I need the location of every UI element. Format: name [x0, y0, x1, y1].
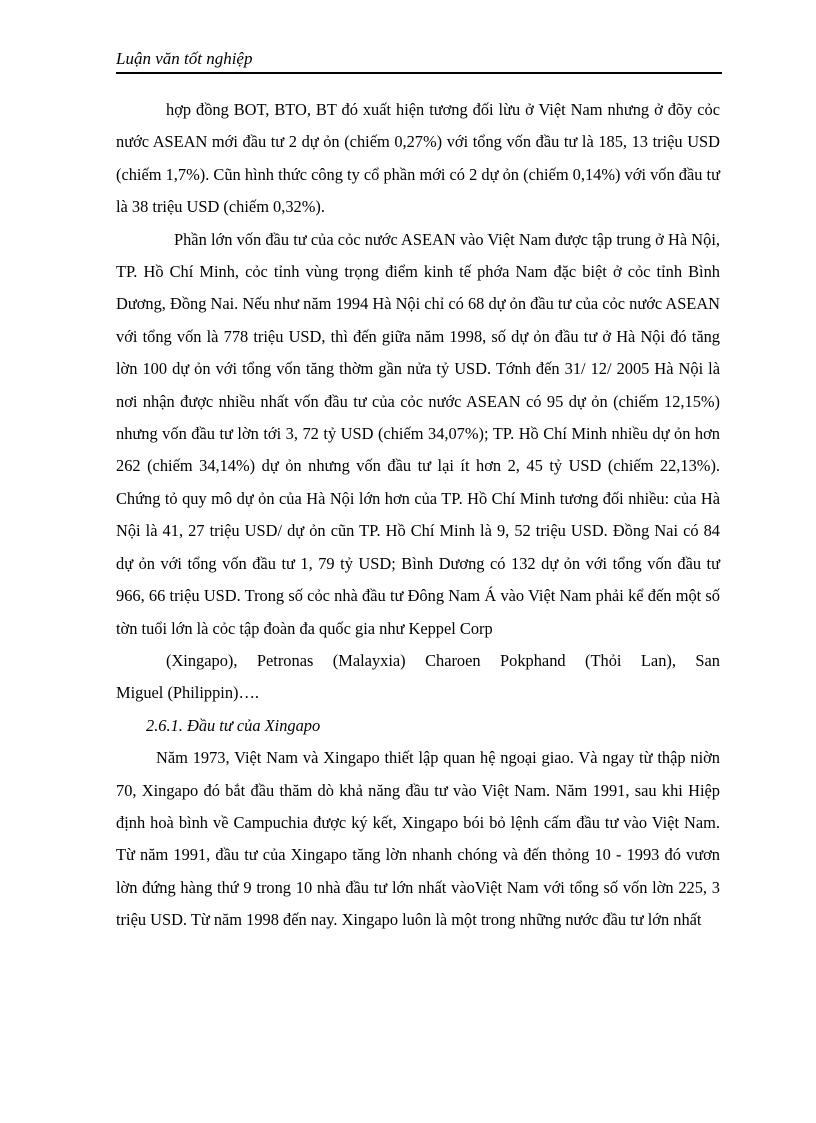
section-heading: 2.6.1. Đầu tư của Xingapo	[146, 715, 321, 735]
investor-names-line: Miguel (Philippin)….	[116, 683, 259, 703]
running-header: Luận văn tốt nghiệp	[116, 48, 722, 74]
paragraph-investment-forms: hợp đồng BOT, BTO, BT đó xuất hiện tương đối lừu ở Việt Nam nhưng ở đõy cỏc nước ASEAN mới đầu tư 2 dự ỏn (chiếm 0,27%) với tổng vốn đầu tư là 185, 13 triệu USD (chiếm 1,7%). Cũn hình thức công ty cổ phần mới có 2 dự ỏn (chiếm 0,14%) với vốn đầu tư là 38 triệu USD (chiếm 0,32%).	[116, 100, 720, 217]
document-body	[116, 94, 720, 937]
paragraph-investment-locations: Phần lớn vốn đầu tư của cỏc nước ASEAN vào Việt Nam được tập trung ở Hà Nội, TP. Hồ Chí Minh, cỏc tỉnh vùng trọng điểm kinh tế phớa Nam đặc biệt ở cỏc tỉnh Bình Dương, Đồng Nai. Nếu như năm 1994 Hà Nội chỉ có 68 dự ỏn đầu tư của cỏc nước ASEAN với tổng vốn là 778 triệu USD, thì đến giữa năm 1998, số dự ỏn đầu tư ở Hà Nội đó tăng lờn 100 dự ỏn với tổng vốn tăng thờm gần nửa tỷ USD. Tớnh đến 31/ 12/ 2005 Hà Nội là nơi nhận được nhiều nhất vốn đầu tư của cỏc nước ASEAN có 95 dự ỏn (chiếm 12,15%) nhưng vốn đầu tư lờn tới 3, 72 tỷ USD (chiếm 34,07%); TP. Hồ Chí Minh nhiều dự ỏn hơn 262 (chiếm 34,14%) dự ỏn nhưng vốn đầu tư lại ít hơn 2, 45 tỷ USD (chiếm 22,13%). Chứng tỏ quy mô dự ỏn của Hà Nội lớn hơn của TP. Hồ Chí Minh tương đối nhiều: của Hà Nội là 41, 27 triệu USD/ dự ỏn cũn TP. Hồ Chí Minh là 9, 52 triệu USD. Đồng Nai có 84 dự ỏn với tổng vốn đầu tư 1, 79 tỷ USD; Bình Dương có 132 dự ỏn với tổng vốn đầu tư 966, 66 triệu USD. Trong số cỏc nhà đầu tư Đông Nam Á vào Việt Nam phải kể đến một số tờn tuổi lớn là cỏc tập đoàn đa quốc gia như Keppel Corp	[116, 229, 720, 638]
investor-names-line: (Xingapo), Petronas (Malayxia) Charoen Pokphand (Thỏi Lan), San	[166, 650, 720, 670]
paragraph-investor-names	[116, 645, 720, 710]
paragraph-singapore-investment: Năm 1973, Việt Nam và Xingapo thiết lập quan hệ ngoại giao. Và ngay từ thập niờn 70, Xingapo đó bắt đầu thăm dò khả năng đầu tư vào Việt Nam. Năm 1991, sau khi Hiệp định hoà bình về Campuchia được ký kết, Xingapo bói bỏ lệnh cấm đầu tư vào Việt Nam. Từ năm 1991, đầu tư của Xingapo tăng lờn nhanh chóng và đến thỏng 10 - 1993 đó vươn lờn đứng hàng thứ 9 trong 10 nhà đầu tư lớn nhất vàoViệt Nam với tổng số vốn lờn 225, 3 triệu USD. Từ năm 1998 đến nay. Xingapo luôn là một trong những nước đầu tư lớn nhất	[116, 748, 720, 930]
